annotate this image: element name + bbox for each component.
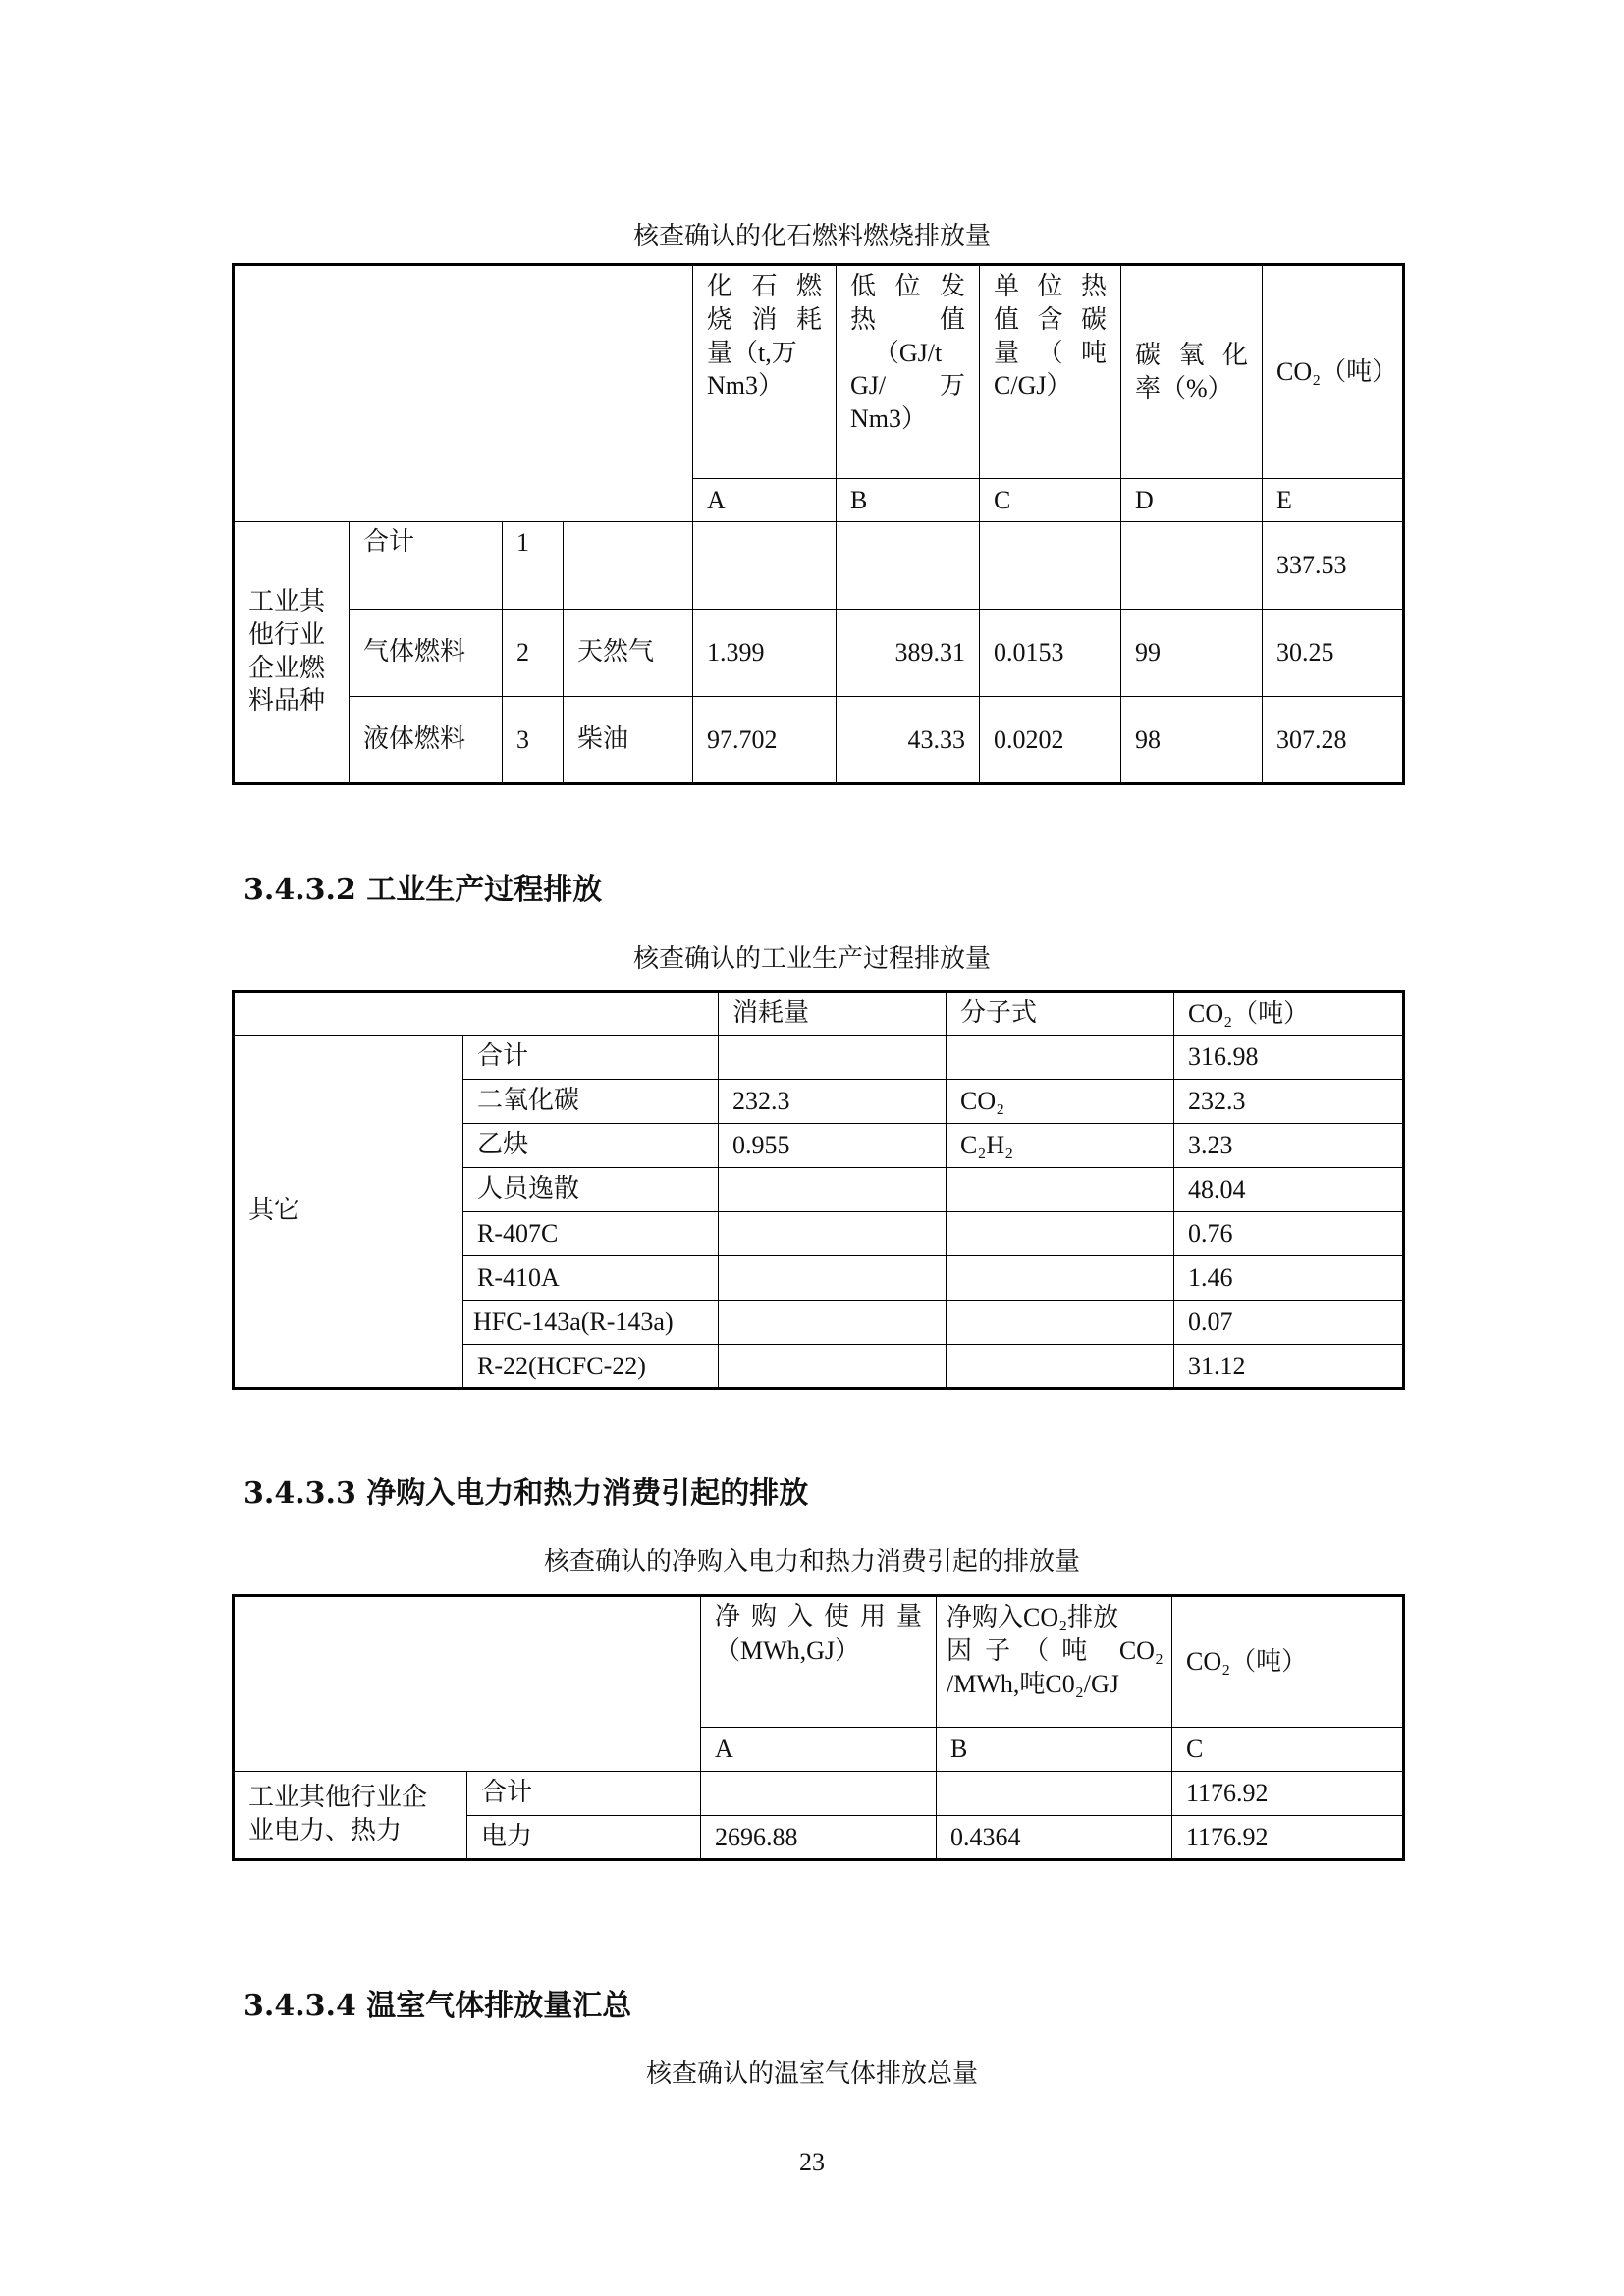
item-name: 乙炔: [463, 1124, 719, 1168]
row-number: 3: [503, 697, 564, 784]
code-c: C: [980, 479, 1121, 522]
group-label: 其它: [234, 1036, 463, 1389]
item-name: 合计: [467, 1772, 701, 1816]
fuel-type: 气体燃料: [350, 610, 503, 697]
item-name: 电力: [467, 1816, 701, 1860]
header-co2: CO₂（吨）: [1172, 1596, 1404, 1728]
electricity-emission-table: [232, 1594, 1405, 1861]
value-a: [693, 522, 837, 610]
section-heading-process: 3.4.3.2 工业生产过程排放: [244, 873, 603, 907]
value-c: [980, 522, 1121, 610]
amount: 232.3: [719, 1080, 947, 1124]
value-a: 2696.88: [701, 1816, 937, 1860]
item-name: 合计: [463, 1036, 719, 1080]
table4-caption: 核查确认的温室气体排放总量: [645, 2059, 978, 2089]
amount: [719, 1345, 947, 1389]
value-e: 30.25: [1263, 610, 1404, 697]
item-name: R-410A: [463, 1256, 719, 1301]
group-label: 工业其他行业企 业电力、热力: [234, 1772, 467, 1860]
amount: [719, 1036, 947, 1080]
formula: C₂H₂: [947, 1124, 1174, 1168]
item-name: 人员逸散: [463, 1168, 719, 1212]
value-c: 1176.92: [1172, 1772, 1404, 1816]
value-c: 0.0202: [980, 697, 1121, 784]
value-c: 1176.92: [1172, 1816, 1404, 1860]
item-name: R-22(HCFC-22): [463, 1345, 719, 1389]
value-b: 0.4364: [937, 1816, 1172, 1860]
value-b: [937, 1772, 1172, 1816]
table-row: [234, 1036, 1404, 1080]
co2-value: 0.76: [1174, 1212, 1404, 1256]
item-name: R-407C: [463, 1212, 719, 1256]
co2-value: 31.12: [1174, 1345, 1404, 1389]
value-d: 99: [1121, 610, 1263, 697]
value-a: 1.399: [693, 610, 837, 697]
co2-value: 3.23: [1174, 1124, 1404, 1168]
amount: [719, 1212, 947, 1256]
row-number: 1: [503, 522, 564, 610]
value-b: 389.31: [837, 610, 980, 697]
value-a: 97.702: [693, 697, 837, 784]
value-e: 307.28: [1263, 697, 1404, 784]
formula: [947, 1168, 1174, 1212]
co2-value: 48.04: [1174, 1168, 1404, 1212]
value-a: [701, 1772, 937, 1816]
item-name: HFC-143a(R-143a): [463, 1301, 719, 1345]
header-emission-factor: 净购入CO₂排放 因子（吨 CO₂ /MWh,吨C0₂/GJ: [937, 1596, 1172, 1728]
co2-value: 0.07: [1174, 1301, 1404, 1345]
blank-header-cell: [234, 265, 693, 522]
formula: [947, 1256, 1174, 1301]
fuel-name: 柴油: [564, 697, 693, 784]
formula: [947, 1036, 1174, 1080]
code-b: B: [837, 479, 980, 522]
code-d: D: [1121, 479, 1263, 522]
code-e: E: [1263, 479, 1404, 522]
header-formula: 分子式: [947, 992, 1174, 1036]
co2-value: 1.46: [1174, 1256, 1404, 1301]
amount: [719, 1301, 947, 1345]
fuel-type: 液体燃料: [350, 697, 503, 784]
co2-value: 316.98: [1174, 1036, 1404, 1080]
amount: [719, 1168, 947, 1212]
fuel-name: [564, 522, 693, 610]
header-amount: 消耗量: [719, 992, 947, 1036]
group-label: 工业其 他行业 企业燃 料品种: [234, 522, 350, 784]
code-a: A: [701, 1728, 937, 1772]
formula: [947, 1212, 1174, 1256]
process-emission-table: [232, 990, 1405, 1390]
fuel-name: 天然气: [564, 610, 693, 697]
table2-caption: 核查确认的工业生产过程排放量: [632, 944, 991, 974]
value-c: 0.0153: [980, 610, 1121, 697]
row-number: 2: [503, 610, 564, 697]
header-co2: CO₂（吨）: [1263, 265, 1404, 479]
value-b: [837, 522, 980, 610]
code-a: A: [693, 479, 837, 522]
section-heading-summary: 3.4.3.4 温室气体排放量汇总: [244, 1989, 632, 2023]
value-d: [1121, 522, 1263, 610]
section-heading-electricity: 3.4.3.3 净购入电力和热力消费引起的排放: [244, 1476, 809, 1511]
page-number: 23: [799, 2148, 825, 2176]
amount: 0.955: [719, 1124, 947, 1168]
header-consumption: 化石燃 烧消耗 量（t,万 Nm3）: [693, 265, 837, 479]
formula: [947, 1301, 1174, 1345]
header-co2: CO₂（吨）: [1174, 992, 1404, 1036]
value-d: 98: [1121, 697, 1263, 784]
code-c: C: [1172, 1728, 1404, 1772]
formula: [947, 1345, 1174, 1389]
table-row: [234, 610, 1404, 697]
code-b: B: [937, 1728, 1172, 1772]
table3-caption: 核查确认的净购入电力和热力消费引起的排放量: [543, 1547, 1080, 1576]
amount: [719, 1256, 947, 1301]
blank-header-cell: [234, 1596, 701, 1772]
fuel-type: 合计: [350, 522, 503, 610]
header-carbon-content: 单位热 值含碳 量（吨 C/GJ）: [980, 265, 1121, 479]
blank-header-cell: [234, 992, 719, 1036]
value-b: 43.33: [837, 697, 980, 784]
co2-value: 232.3: [1174, 1080, 1404, 1124]
header-net-purchase: 净购入使用量 （MWh,GJ）: [701, 1596, 937, 1728]
header-calorific-value: 低位发 热 值 （GJ/t GJ/ 万 Nm3）: [837, 265, 980, 479]
table-row: [234, 1772, 1404, 1816]
table1-caption: 核查确认的化石燃料燃烧排放量: [632, 222, 991, 251]
header-oxidation-rate: 碳氧化 率（%）: [1121, 265, 1263, 479]
table-row: [234, 522, 1404, 610]
fossil-fuel-table: [232, 263, 1405, 785]
item-name: 二氧化碳: [463, 1080, 719, 1124]
formula: CO₂: [947, 1080, 1174, 1124]
table-row: [234, 697, 1404, 784]
value-e: 337.53: [1263, 522, 1404, 610]
